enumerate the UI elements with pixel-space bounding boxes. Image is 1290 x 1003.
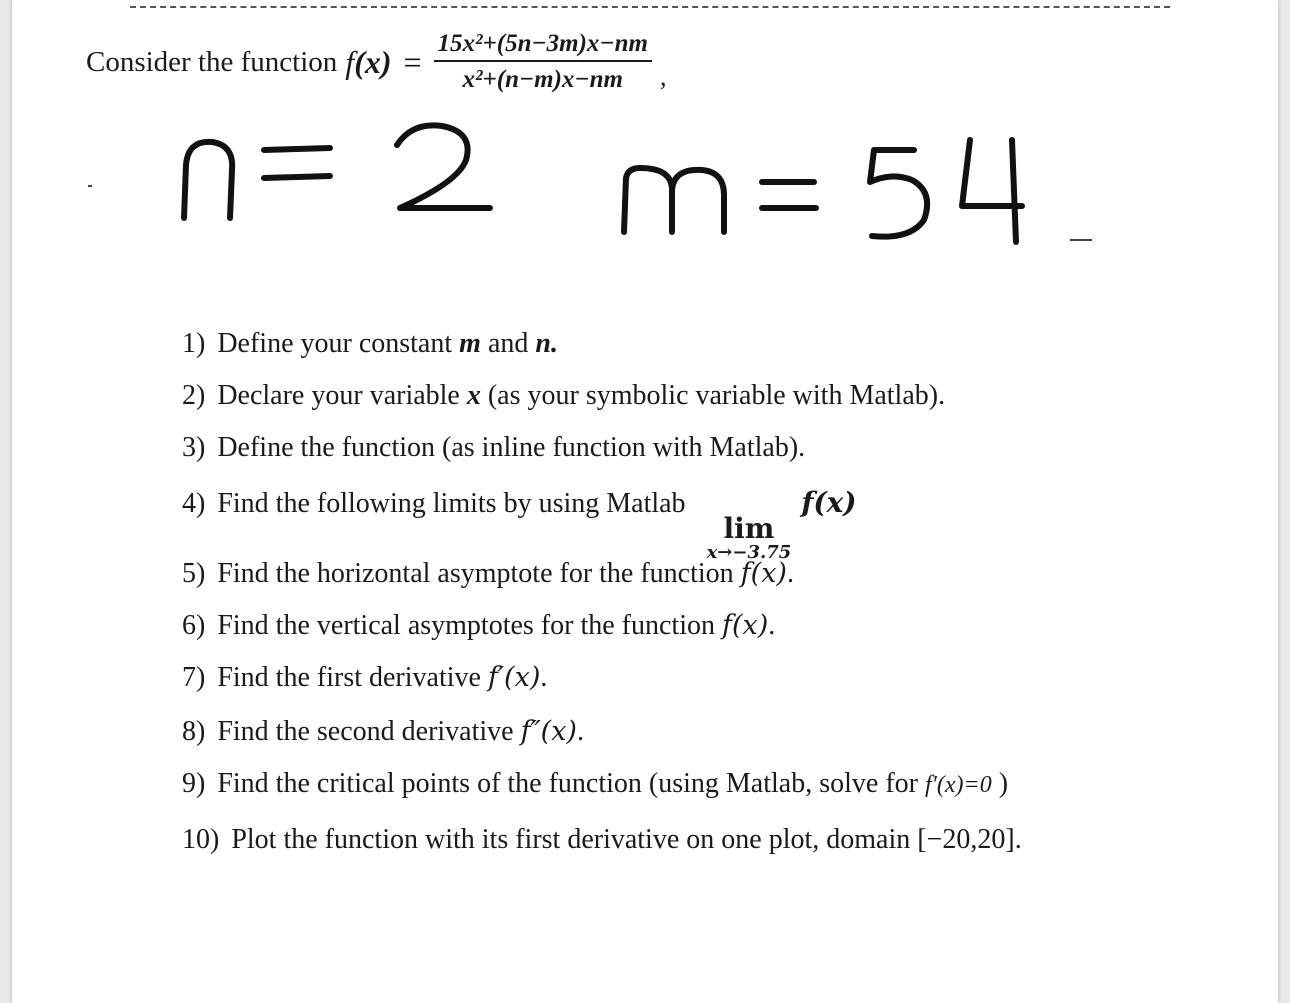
task-item-6: 6) Find the vertical asymptotes for the function f(x). <box>182 610 776 641</box>
stray-marks <box>88 186 1092 240</box>
task-item-10: 10) Plot the function with its first derivative on one plot, domain [−20,20]. <box>182 824 1022 855</box>
limit-operator: lim x→−3.75 <box>706 512 792 563</box>
task-item-9: 9) Find the critical points of the function (using Matlab, solve for f′(x)=0 ) <box>182 768 1009 799</box>
denominator: x²+(n−m)x−nm <box>462 66 623 93</box>
task-item-2: 2) Declare your variable x (as your symbolic variable with Matlab). <box>182 380 946 411</box>
handwritten-values <box>12 0 1278 300</box>
task-item-5: 5) Find the horizontal asymptote for the function f(x). <box>182 558 794 589</box>
task-item-7: 7) Find the first derivative f′(x). <box>182 662 548 693</box>
task-item-3: 3) Define the function (as inline function with Matlab). <box>182 432 806 463</box>
handwritten-n-value <box>184 125 490 218</box>
trailing-comma: , <box>659 62 667 91</box>
task-item-4: 4) Find the following limits by using Matlab lim x→−3.75 f(x) <box>182 486 857 563</box>
task-item-8: 8) Find the second derivative f″(x). <box>182 716 584 747</box>
handwritten-m-value <box>624 140 1022 242</box>
function-name: f(x) <box>345 43 392 80</box>
equals-sign: = <box>403 43 422 80</box>
limit-expression: f(x) <box>801 486 857 519</box>
task-item-1: 1) Define your constant m and n. <box>182 328 558 359</box>
numerator: 15x²+(5n−3m)x−nm <box>437 30 648 57</box>
intro-label: Consider the function <box>86 45 338 78</box>
document-page <box>12 0 1278 1003</box>
